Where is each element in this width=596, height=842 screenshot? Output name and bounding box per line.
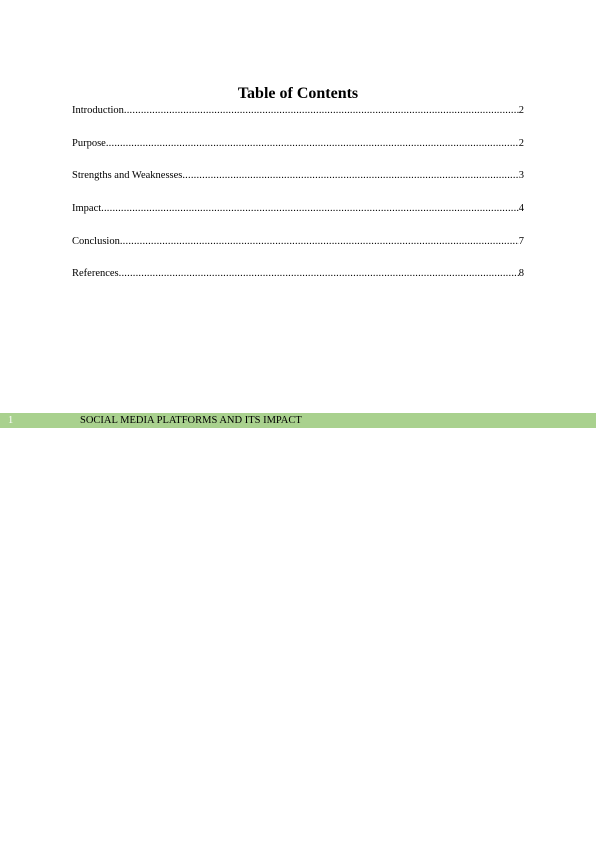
toc-dot-leader bbox=[120, 235, 519, 249]
toc-entry-page-number: 2 bbox=[518, 105, 524, 116]
running-header-bar bbox=[0, 413, 596, 428]
toc-entry-label: Purpose bbox=[72, 137, 106, 149]
toc-entry-purpose[interactable] bbox=[72, 137, 524, 151]
toc-entry-label: Conclusion bbox=[72, 235, 120, 247]
toc-entry-label: Introduction bbox=[72, 105, 124, 116]
running-header-title: SOCIAL MEDIA PLATFORMS AND ITS IMPACT bbox=[80, 415, 302, 426]
toc-dot-leader bbox=[182, 169, 518, 183]
toc-heading: Table of Contents bbox=[237, 85, 359, 102]
toc-entry-page-number: 8 bbox=[518, 268, 524, 280]
toc-dot-leader bbox=[106, 137, 519, 151]
toc-entry-page-number: 7 bbox=[518, 235, 524, 247]
toc-dot-leader bbox=[124, 104, 519, 118]
toc-dot-leader bbox=[119, 267, 519, 281]
toc-entry-label: References bbox=[72, 268, 119, 280]
toc-entry-label: Impact bbox=[72, 203, 102, 215]
toc-entry-page-number: 2 bbox=[518, 137, 524, 149]
toc-entry-impact[interactable] bbox=[72, 202, 524, 216]
toc-list bbox=[72, 104, 524, 300]
page-number: 1 bbox=[8, 415, 14, 426]
toc-entry-page-number: 3 bbox=[518, 170, 524, 182]
toc-dot-leader bbox=[101, 202, 519, 216]
toc-entry-page-number: 4 bbox=[518, 203, 524, 215]
toc-entry-label: Strengths and Weaknesses bbox=[72, 170, 183, 182]
toc-entry-references[interactable] bbox=[72, 267, 524, 281]
toc-entry-strengths-and-weaknesses[interactable] bbox=[72, 169, 524, 183]
toc-entry-conclusion[interactable] bbox=[72, 235, 524, 249]
toc-entry-introduction[interactable] bbox=[72, 104, 524, 118]
